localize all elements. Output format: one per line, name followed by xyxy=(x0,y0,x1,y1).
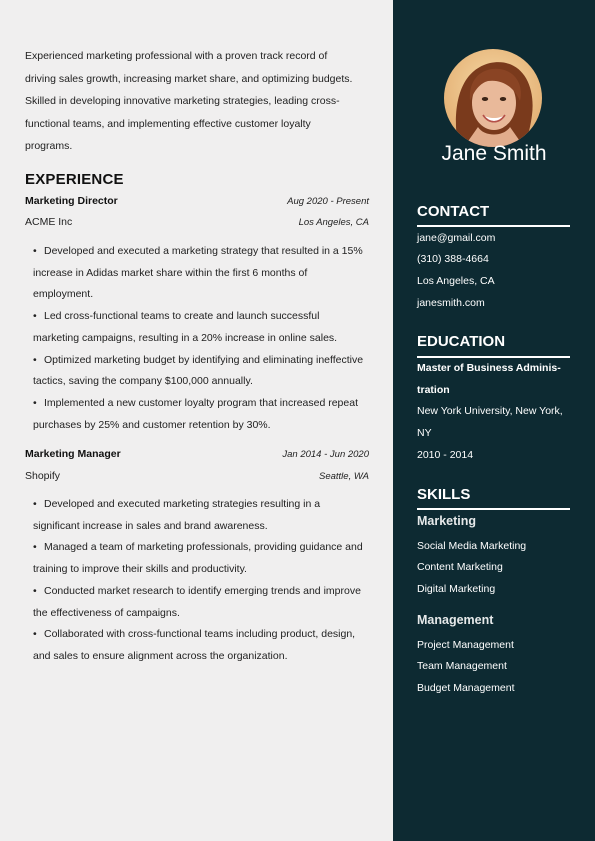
job-title: Marketing Manager xyxy=(25,448,121,460)
skill-item: Team Management xyxy=(417,660,507,672)
skill-item: Content Marketing xyxy=(417,561,503,573)
summary-text: Experienced marketing professional with a proven track record of driving sales growth, increasing market share, and optimizing budgets. Skilled in developing innovative marketing strategies, leading cross-functional teams, and implementing effective customer loyalty programs. xyxy=(25,50,353,153)
contact-website: janesmith.com xyxy=(417,297,485,309)
job-dates: Jan 2014 - Jun 2020 xyxy=(282,449,369,460)
education-school: New York University, New York, xyxy=(417,405,563,417)
education-degree: Master of Business Adminis- xyxy=(417,362,561,374)
education-school-cont: NY xyxy=(417,427,432,439)
job-location: Seattle, WA xyxy=(319,471,369,482)
education-divider xyxy=(417,356,570,358)
profile-name: Jane Smith xyxy=(441,142,547,165)
skill-group-marketing: Marketing xyxy=(417,514,477,528)
contact-location: Los Angeles, CA xyxy=(417,275,495,287)
avatar xyxy=(444,49,542,147)
job-title: Marketing Director xyxy=(25,195,118,207)
job-company: ACME Inc xyxy=(25,216,73,228)
list-item: • Conducted market research to identify emerging trends and improve the effectiveness of campaigns. xyxy=(33,584,361,619)
job-bullets xyxy=(33,494,368,668)
list-item: • Collaborated with cross-functional teams including product, design, and sales to ensure alignment across the organization. xyxy=(33,628,356,662)
list-item: • Led cross-functional teams to create and launch successful marketing campaigns, resulting in a 20% increase in online sales. xyxy=(33,310,338,344)
job-dates: Aug 2020 - Present xyxy=(287,196,369,207)
skill-item: Social Media Marketing xyxy=(417,540,527,552)
profile-photo xyxy=(444,49,542,147)
experience-heading: EXPERIENCE xyxy=(25,171,124,188)
job-bullets xyxy=(33,241,368,436)
contact-email: jane@gmail.com xyxy=(417,232,496,244)
list-item: • Managed a team of marketing professionals, providing guidance and training to improve their skills and productivity. xyxy=(33,541,363,576)
list-item: • Optimized marketing budget by identifying and eliminating ineffective tactics, saving the company $100,000 annually. xyxy=(33,353,364,388)
contact-phone: (310) 388-4664 xyxy=(417,253,489,265)
education-degree-cont: tration xyxy=(417,384,450,396)
education-heading: EDUCATION xyxy=(417,333,506,350)
skills-divider xyxy=(417,508,570,510)
list-item: • Implemented a new customer loyalty program that increased repeat purchases by 25% and customer retention by 30%. xyxy=(33,396,358,431)
contact-heading: CONTACT xyxy=(417,203,490,220)
list-item: • Developed and executed marketing strategies resulting in a significant increase in sales and brand awareness. xyxy=(33,498,321,532)
list-item: • Developed and executed a marketing strategy that resulted in a 15% increase in Adidas market share within the first 6 months of employment. xyxy=(33,245,363,301)
skills-heading: SKILLS xyxy=(417,486,471,503)
skill-item: Digital Marketing xyxy=(417,583,496,595)
job-company: Shopify xyxy=(25,470,61,482)
skill-item: Budget Management xyxy=(417,682,515,694)
skill-group-management: Management xyxy=(417,613,494,627)
skill-item: Project Management xyxy=(417,639,514,651)
job-location: Los Angeles, CA xyxy=(298,217,369,228)
contact-divider xyxy=(417,225,570,227)
education-years: 2010 - 2014 xyxy=(417,449,474,461)
